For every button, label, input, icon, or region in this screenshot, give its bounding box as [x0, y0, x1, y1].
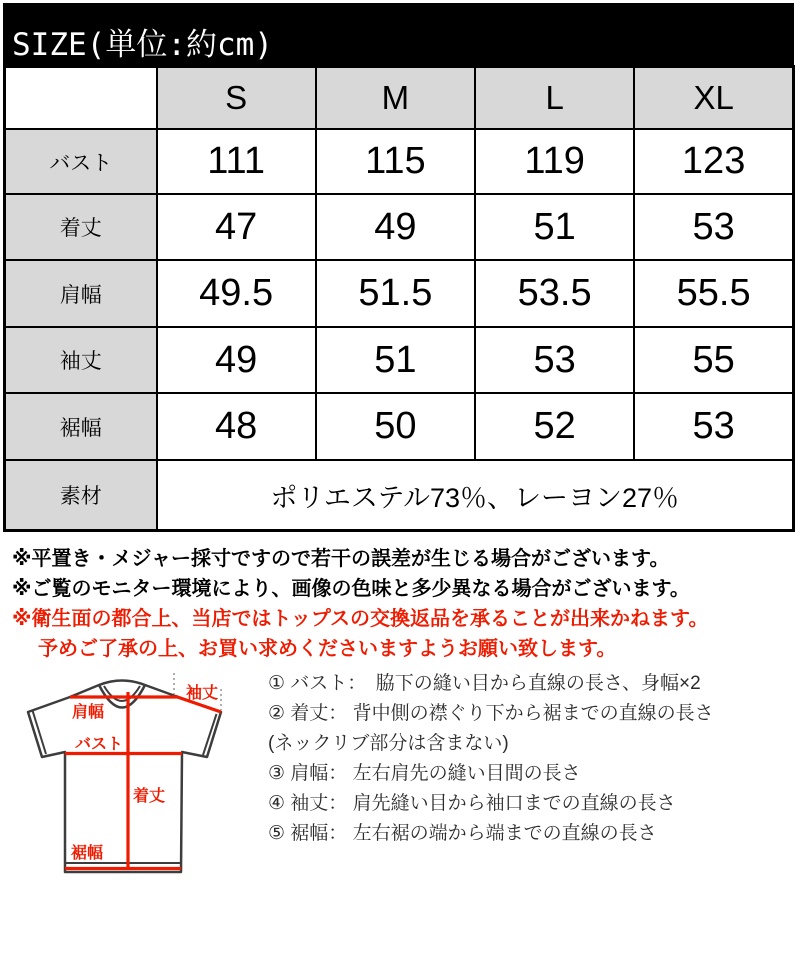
cell-hem-m: 50 — [316, 393, 475, 460]
label-bust: バスト — [75, 736, 124, 753]
cell-length-m: 49 — [316, 194, 475, 260]
label-body-length: 着丈 — [133, 788, 166, 805]
cell-shoulder-s: 49.5 — [157, 260, 316, 327]
cell-shoulder-xl: 55.5 — [634, 260, 793, 327]
cell-sleeve-s: 49 — [157, 327, 316, 393]
column-header-l: L — [475, 67, 634, 130]
cell-bust-s: 111 — [157, 129, 316, 194]
guide-item-length: ② 着丈： 背中側の襟ぐり下から裾までの直線の長さ — [268, 703, 714, 724]
table-row-length — [5, 194, 794, 260]
tshirt-measurement-diagram — [15, 660, 250, 890]
guide-item-sleeve: ④ 袖丈： 肩先縫い目から袖口までの直線の長さ — [268, 793, 676, 814]
table-header-row — [5, 67, 794, 130]
cell-hem-l: 52 — [475, 393, 634, 460]
cell-shoulder-m: 51.5 — [316, 260, 475, 327]
column-header-s: S — [157, 67, 316, 130]
cell-material-value: ポリエステル73％、レーヨン27％ — [157, 460, 794, 531]
cell-bust-m: 115 — [316, 129, 475, 194]
size-header-bar — [3, 3, 794, 65]
table-row-shoulder — [5, 260, 794, 327]
row-label-shoulder: 肩幅 — [5, 260, 157, 327]
cell-hem-s: 48 — [157, 393, 316, 460]
cell-hem-xl: 53 — [634, 393, 793, 460]
cell-sleeve-xl: 55 — [634, 327, 793, 393]
size-header-title: SIZE(単位:約cm) — [12, 26, 273, 63]
table-row-material — [5, 460, 794, 531]
cell-bust-l: 119 — [475, 129, 634, 194]
row-label-bust: バスト — [5, 129, 157, 194]
row-label-material: 素材 — [5, 460, 157, 531]
tshirt-outline — [28, 681, 221, 873]
guide-item-hem: ⑤ 裾幅： 左右裾の端から端までの直線の長さ — [268, 823, 657, 844]
column-header-xl: XL — [634, 67, 793, 130]
measuring-guide-list — [268, 669, 793, 849]
guide-item-shoulder: ③ 肩幅： 左右肩先の縫い目間の長さ — [268, 763, 581, 784]
cell-length-l: 51 — [475, 194, 634, 260]
guide-item-bust: ① バスト： 脇下の縫い目から直線の長さ、身幅×2 — [268, 673, 701, 694]
table-corner-cell — [5, 67, 157, 130]
note-monitor-color: ※ご覧のモニター環境により、画像の色味と多少異なる場合がございます。 — [12, 578, 690, 600]
cell-sleeve-m: 51 — [316, 327, 475, 393]
row-label-hem: 裾幅 — [5, 393, 157, 460]
note-no-returns-cont: 予めご了承の上、お買い求めくださいますようお願い致します。 — [38, 638, 617, 660]
cell-length-s: 47 — [157, 194, 316, 260]
tshirt-diagram-svg — [15, 660, 250, 890]
note-no-returns: ※衛生面の都合上、当店ではトップスの交換返品を承ることが出来かねます。 — [12, 608, 709, 630]
cell-sleeve-l: 53 — [475, 327, 634, 393]
guide-item-length-note: (ネックリブ部分は含まない) — [268, 733, 509, 754]
label-shoulder-width: 肩幅 — [72, 704, 105, 721]
label-hem-width: 裾幅 — [71, 845, 104, 862]
size-table — [3, 65, 795, 532]
table-row-sleeve — [5, 327, 794, 393]
table-row-hem — [5, 393, 794, 460]
row-label-sleeve: 袖丈 — [5, 327, 157, 393]
note-measurement-tolerance: ※平置き・メジャー採寸ですので若干の誤差が生じる場合がございます。 — [12, 548, 670, 570]
cell-shoulder-l: 53.5 — [475, 260, 634, 327]
column-header-m: M — [316, 67, 475, 130]
notes-block — [12, 544, 792, 664]
cell-bust-xl: 123 — [634, 129, 793, 194]
label-sleeve-length: 袖丈 — [186, 685, 219, 702]
row-label-length: 着丈 — [5, 194, 157, 260]
table-row-bust — [5, 129, 794, 194]
cell-length-xl: 53 — [634, 194, 793, 260]
